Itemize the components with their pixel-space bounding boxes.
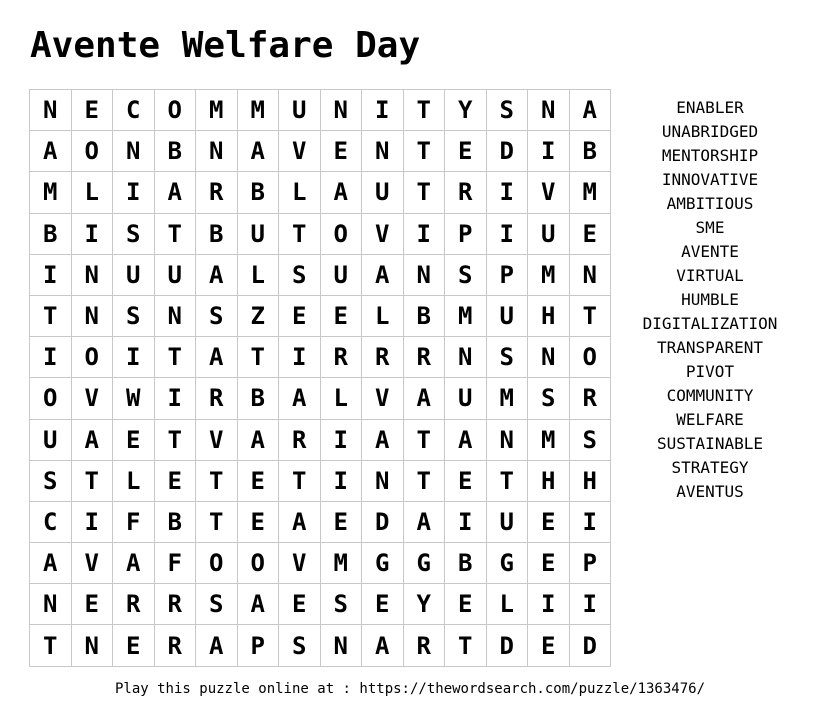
grid-cell[interactable]: S: [196, 296, 238, 337]
grid-cell[interactable]: V: [528, 172, 570, 213]
grid-cell[interactable]: U: [487, 502, 529, 543]
grid-cell[interactable]: G: [404, 543, 446, 584]
grid-cell[interactable]: E: [155, 461, 197, 502]
grid-cell[interactable]: N: [72, 255, 114, 296]
grid-cell[interactable]: T: [570, 296, 612, 337]
grid-cell[interactable]: V: [279, 131, 321, 172]
grid-cell[interactable]: N: [72, 625, 114, 666]
grid-cell[interactable]: N: [362, 461, 404, 502]
grid-cell[interactable]: E: [528, 502, 570, 543]
grid-cell[interactable]: N: [30, 90, 72, 131]
grid-cell[interactable]: S: [321, 584, 363, 625]
word-item: DIGITALIZATION: [642, 314, 778, 333]
word-item: VIRTUAL: [676, 266, 744, 285]
grid-cell[interactable]: U: [113, 255, 155, 296]
grid-cell[interactable]: B: [570, 131, 612, 172]
grid-cell[interactable]: E: [113, 420, 155, 461]
grid-cell[interactable]: M: [321, 543, 363, 584]
grid-cell[interactable]: D: [570, 625, 612, 666]
word-item: COMMUNITY: [666, 386, 754, 405]
grid-cell[interactable]: R: [196, 172, 238, 213]
grid-cell[interactable]: A: [362, 420, 404, 461]
grid-cell[interactable]: T: [404, 172, 446, 213]
grid-cell[interactable]: G: [487, 543, 529, 584]
grid-cell[interactable]: T: [487, 461, 529, 502]
grid-cell[interactable]: O: [570, 337, 612, 378]
grid-cell[interactable]: A: [570, 90, 612, 131]
grid-cell[interactable]: F: [155, 543, 197, 584]
grid-cell[interactable]: R: [404, 625, 446, 666]
grid-cell[interactable]: P: [487, 255, 529, 296]
grid-cell[interactable]: U: [487, 296, 529, 337]
grid-cell[interactable]: E: [570, 214, 612, 255]
grid-cell[interactable]: I: [570, 502, 612, 543]
grid-cell[interactable]: N: [570, 255, 612, 296]
grid-cell[interactable]: B: [196, 214, 238, 255]
grid-cell[interactable]: U: [321, 255, 363, 296]
word-item: INNOVATIVE: [661, 170, 759, 189]
grid-cell[interactable]: A: [30, 543, 72, 584]
grid-cell[interactable]: N: [196, 131, 238, 172]
grid-cell[interactable]: D: [487, 131, 529, 172]
word-item: STRATEGY: [671, 458, 749, 477]
grid-cell[interactable]: I: [72, 502, 114, 543]
grid-cell[interactable]: T: [404, 131, 446, 172]
grid-cell[interactable]: H: [570, 461, 612, 502]
grid-cell[interactable]: N: [30, 584, 72, 625]
grid-cell[interactable]: N: [321, 625, 363, 666]
grid-cell[interactable]: S: [445, 255, 487, 296]
word-item: TRANSPARENT: [657, 338, 763, 357]
grid-cell[interactable]: G: [362, 543, 404, 584]
grid-cell[interactable]: T: [30, 296, 72, 337]
grid-cell[interactable]: N: [113, 131, 155, 172]
grid-cell[interactable]: V: [72, 378, 114, 419]
grid-cell[interactable]: V: [196, 420, 238, 461]
grid-cell[interactable]: I: [362, 90, 404, 131]
grid-cell[interactable]: E: [321, 131, 363, 172]
grid-cell[interactable]: F: [113, 502, 155, 543]
grid-cell[interactable]: T: [279, 461, 321, 502]
grid-cell[interactable]: M: [30, 172, 72, 213]
grid-cell[interactable]: O: [155, 90, 197, 131]
grid-cell[interactable]: I: [487, 172, 529, 213]
grid-cell[interactable]: A: [445, 420, 487, 461]
grid-cell[interactable]: N: [445, 337, 487, 378]
grid-cell[interactable]: A: [279, 378, 321, 419]
grid-cell[interactable]: U: [279, 90, 321, 131]
grid-cell[interactable]: O: [196, 543, 238, 584]
grid-cell[interactable]: B: [155, 131, 197, 172]
grid-cell[interactable]: I: [321, 461, 363, 502]
grid-cell[interactable]: U: [155, 255, 197, 296]
grid-cell[interactable]: B: [238, 172, 280, 213]
grid-cell[interactable]: R: [404, 337, 446, 378]
grid-cell[interactable]: T: [404, 420, 446, 461]
grid-cell[interactable]: A: [196, 625, 238, 666]
grid-cell[interactable]: T: [72, 461, 114, 502]
grid-cell[interactable]: T: [196, 502, 238, 543]
grid-cell[interactable]: I: [113, 337, 155, 378]
grid-cell[interactable]: C: [113, 90, 155, 131]
grid-cell[interactable]: L: [238, 255, 280, 296]
grid-cell[interactable]: A: [404, 378, 446, 419]
grid-cell[interactable]: E: [279, 296, 321, 337]
grid-cell[interactable]: L: [72, 172, 114, 213]
word-item: PIVOT: [685, 362, 735, 381]
grid-cell[interactable]: E: [528, 543, 570, 584]
grid-cell[interactable]: W: [113, 378, 155, 419]
word-item: SME: [695, 218, 725, 237]
grid-cell[interactable]: B: [404, 296, 446, 337]
grid-cell[interactable]: Y: [404, 584, 446, 625]
grid-cell[interactable]: R: [196, 378, 238, 419]
word-item: UNABRIDGED: [661, 122, 759, 141]
puzzle-title: Avente Welfare Day: [30, 25, 421, 66]
grid-cell[interactable]: H: [528, 461, 570, 502]
grid-cell[interactable]: T: [279, 214, 321, 255]
grid-cell[interactable]: A: [196, 255, 238, 296]
grid-cell[interactable]: A: [362, 625, 404, 666]
grid-cell[interactable]: O: [30, 378, 72, 419]
grid-cell[interactable]: M: [570, 172, 612, 213]
grid-cell[interactable]: R: [155, 625, 197, 666]
grid-cell[interactable]: L: [321, 378, 363, 419]
grid-cell[interactable]: L: [487, 584, 529, 625]
footer-text: Play this puzzle online at : https://thewordsearch.com/puzzle/1363476/: [114, 681, 705, 697]
grid-cell[interactable]: B: [238, 378, 280, 419]
grid-cell[interactable]: I: [404, 214, 446, 255]
grid-cell[interactable]: I: [113, 172, 155, 213]
grid-cell[interactable]: T: [404, 461, 446, 502]
grid-cell[interactable]: E: [362, 584, 404, 625]
grid-cell[interactable]: O: [72, 131, 114, 172]
grid-cell[interactable]: A: [238, 131, 280, 172]
grid-cell[interactable]: T: [404, 90, 446, 131]
grid-cell[interactable]: I: [279, 337, 321, 378]
grid-cell[interactable]: N: [321, 90, 363, 131]
grid-cell[interactable]: M: [528, 420, 570, 461]
grid-cell[interactable]: I: [528, 584, 570, 625]
grid-cell[interactable]: U: [238, 214, 280, 255]
grid-cell[interactable]: B: [30, 214, 72, 255]
grid-cell[interactable]: M: [196, 90, 238, 131]
grid-cell[interactable]: A: [404, 502, 446, 543]
grid-cell[interactable]: D: [362, 502, 404, 543]
grid-cell[interactable]: S: [487, 90, 529, 131]
grid-cell[interactable]: R: [362, 337, 404, 378]
word-item: AVENTUS: [676, 482, 744, 501]
grid-cell[interactable]: N: [155, 296, 197, 337]
grid-cell[interactable]: A: [30, 131, 72, 172]
grid-cell[interactable]: R: [445, 172, 487, 213]
grid-cell[interactable]: O: [321, 214, 363, 255]
word-item: AMBITIOUS: [666, 194, 754, 213]
grid-cell[interactable]: R: [279, 420, 321, 461]
word-item: SUSTAINABLE: [657, 434, 763, 453]
grid-cell[interactable]: E: [72, 584, 114, 625]
grid-cell[interactable]: O: [238, 543, 280, 584]
grid-cell[interactable]: A: [155, 172, 197, 213]
grid-cell[interactable]: V: [362, 378, 404, 419]
grid-cell[interactable]: E: [445, 131, 487, 172]
grid-cell[interactable]: T: [155, 420, 197, 461]
grid-cell[interactable]: U: [445, 378, 487, 419]
grid-cell[interactable]: I: [30, 255, 72, 296]
grid-cell[interactable]: N: [404, 255, 446, 296]
grid-cell[interactable]: E: [279, 584, 321, 625]
grid-cell[interactable]: A: [72, 420, 114, 461]
grid-cell[interactable]: A: [362, 255, 404, 296]
grid-cell[interactable]: E: [528, 625, 570, 666]
grid-cell[interactable]: V: [72, 543, 114, 584]
grid-cell[interactable]: U: [30, 420, 72, 461]
grid-cell[interactable]: T: [445, 625, 487, 666]
word-item: WELFARE: [676, 410, 744, 429]
grid-cell[interactable]: S: [279, 255, 321, 296]
grid-cell[interactable]: M: [238, 90, 280, 131]
grid-cell[interactable]: I: [72, 214, 114, 255]
grid-cell[interactable]: I: [570, 584, 612, 625]
grid-cell[interactable]: R: [570, 378, 612, 419]
grid-cell[interactable]: I: [155, 378, 197, 419]
grid-cell[interactable]: T: [155, 337, 197, 378]
grid-cell[interactable]: V: [362, 214, 404, 255]
grid-cell[interactable]: H: [528, 296, 570, 337]
grid-cell[interactable]: N: [72, 296, 114, 337]
grid-cell[interactable]: A: [238, 420, 280, 461]
grid-cell[interactable]: N: [487, 420, 529, 461]
grid-cell[interactable]: R: [155, 584, 197, 625]
grid-cell[interactable]: P: [445, 214, 487, 255]
grid-cell[interactable]: S: [196, 584, 238, 625]
grid-cell[interactable]: A: [321, 172, 363, 213]
grid-cell[interactable]: E: [321, 502, 363, 543]
word-item: HUMBLE: [681, 290, 739, 309]
grid-cell[interactable]: B: [155, 502, 197, 543]
grid-cell[interactable]: T: [238, 337, 280, 378]
grid-cell[interactable]: E: [321, 296, 363, 337]
grid-cell[interactable]: E: [238, 502, 280, 543]
grid-cell[interactable]: R: [321, 337, 363, 378]
grid-cell[interactable]: E: [113, 625, 155, 666]
grid-cell[interactable]: E: [445, 584, 487, 625]
grid-cell[interactable]: E: [238, 461, 280, 502]
grid-cell[interactable]: M: [445, 296, 487, 337]
grid-cell[interactable]: P: [570, 543, 612, 584]
word-item: ENABLER: [676, 98, 744, 117]
grid-cell[interactable]: P: [238, 625, 280, 666]
word-item: AVENTE: [681, 242, 739, 261]
grid-cell[interactable]: A: [279, 502, 321, 543]
grid-cell[interactable]: A: [113, 543, 155, 584]
grid-cell[interactable]: I: [445, 502, 487, 543]
grid-cell[interactable]: D: [487, 625, 529, 666]
grid-cell[interactable]: S: [113, 214, 155, 255]
grid-cell[interactable]: E: [445, 461, 487, 502]
grid-cell[interactable]: L: [113, 461, 155, 502]
grid-cell[interactable]: U: [362, 172, 404, 213]
grid-cell[interactable]: V: [279, 543, 321, 584]
grid-cell[interactable]: S: [570, 420, 612, 461]
grid-cell[interactable]: Z: [238, 296, 280, 337]
grid-cell[interactable]: O: [72, 337, 114, 378]
grid-cell[interactable]: N: [362, 131, 404, 172]
grid-cell[interactable]: N: [528, 337, 570, 378]
grid-cell[interactable]: I: [528, 131, 570, 172]
grid-cell[interactable]: L: [279, 172, 321, 213]
grid-cell[interactable]: T: [196, 461, 238, 502]
grid-cell[interactable]: T: [30, 625, 72, 666]
grid-cell[interactable]: L: [362, 296, 404, 337]
grid-cell[interactable]: N: [528, 90, 570, 131]
grid-cell[interactable]: I: [487, 214, 529, 255]
grid-cell[interactable]: I: [321, 420, 363, 461]
grid-cell[interactable]: U: [528, 214, 570, 255]
grid-cell[interactable]: M: [528, 255, 570, 296]
grid-cell[interactable]: E: [72, 90, 114, 131]
grid-cell[interactable]: I: [30, 337, 72, 378]
grid-cell[interactable]: S: [279, 625, 321, 666]
grid-cell[interactable]: R: [113, 584, 155, 625]
grid-cell[interactable]: S: [113, 296, 155, 337]
grid-cell[interactable]: C: [30, 502, 72, 543]
word-list: [630, 96, 790, 504]
grid-cell[interactable]: S: [30, 461, 72, 502]
grid-cell[interactable]: Y: [445, 90, 487, 131]
letter-grid: [29, 89, 611, 667]
grid-cell[interactable]: T: [155, 214, 197, 255]
grid-cell[interactable]: A: [238, 584, 280, 625]
grid-cell[interactable]: B: [445, 543, 487, 584]
grid-cell[interactable]: M: [487, 378, 529, 419]
grid-cell[interactable]: S: [487, 337, 529, 378]
grid-cell[interactable]: S: [528, 378, 570, 419]
grid-cell[interactable]: A: [196, 337, 238, 378]
word-item: MENTORSHIP: [661, 146, 759, 165]
